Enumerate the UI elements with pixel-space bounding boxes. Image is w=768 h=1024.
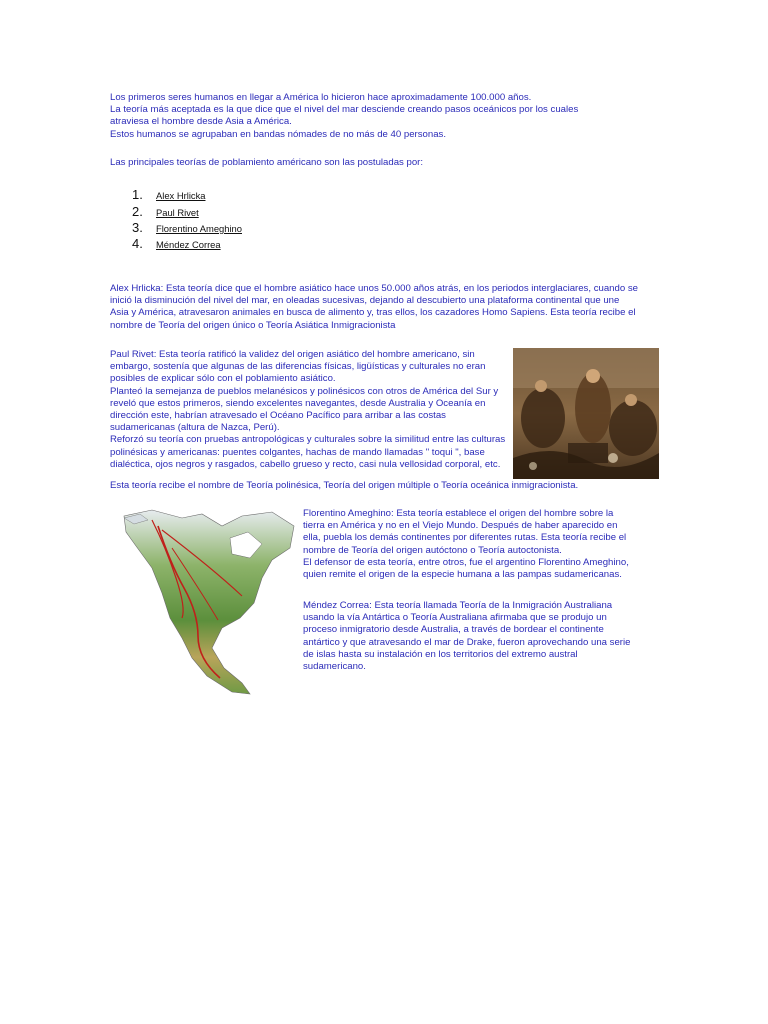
polynesian-scene-image [513,348,659,479]
ameghino-line: ella, puebla los demás continentes por diferentes rutas. Esta teoría recibe el [303,532,627,544]
ameghino-line: quien remite el origen de la especie humana a las pampas sudamericanas. [303,569,622,581]
correa-line: de islas hasta su instalación en los territorios del extremo austral [303,648,578,660]
ameghino-line: Florentino Ameghino: Esta teoría establece el origen del hombre sobre la [303,508,614,519]
intro-paragraph [110,92,670,141]
intro-line: atraviesa el hombre desde Asia a América. [110,116,292,128]
author-link-hrlicka[interactable]: Alex Hrlicka [156,190,206,202]
intro-line: Estos humanos se agrupaban en bandas nómades de no más de 40 personas. [110,128,447,140]
hrlicka-paragraph: Alex Hrlicka: Esta teoría dice que el hombre asiático hace unos 50.000 años atrás, en los periodos interglaciares, cuando se inició la disminución del nivel del mar, en oleadas sucesivas, dejando al descubierto una plataforma continental que une Asia y América, atravesaron animales en busca de alimento y, tras ellos, los cazadores Homo Sapiens. Esta teoría recibe el nombre de Teoría del origen único o Teoría Asiática Inmigracionista [110,283,638,331]
list-item [132,186,242,202]
rivet-paragraph: Reforzó su teoría con pruebas antropológicas y culturales sobre la similitud entre las culturas polinésicas y americanas: puentes colgantes, hachas de mando llamadas " toqui ", base dialéctica, ojos negros y rasgados, cabello grueso y recto, casi nula vellosidad corporal, etc. [110,434,506,470]
correa-line: proceso inmigratorio desde Australia, a través de bordear el continente [303,624,604,636]
list-item [132,202,242,218]
ameghino-line: nombre de Teoría del origen autóctono o Teoría autoctonista. [303,544,562,556]
author-link-rivet[interactable]: Paul Rivet [156,206,199,218]
list-number: 3. [132,219,143,235]
ameghino-line: El defensor de esta teoría, entre otros, fue el argentino Florentino Ameghino, [303,556,629,568]
rivet-conclusion: Esta teoría recibe el nombre de Teoría polinésica, Teoría del origen múltiple o Teoría oceánica inmigracionista. [110,480,579,491]
rivet-paragraph: Paul Rivet: Esta teoría ratificó la validez del origen asiático del hombre americano, sin embargo, sostenía que algunas de las diferencias físicas, ligüísticas y culturales no eran posibles de explicar sólo con el poblamiento asiático. [110,349,486,385]
north-america-map-image [122,508,302,695]
list-item [132,219,242,235]
correa-line: antártico y que atravesando el mar de Drake, fueron aprovechando una serie [303,636,631,648]
list-number: 1. [132,187,143,203]
theories-heading: Las principales teorías de poblamiento américano son las postuladas por: [110,157,424,168]
list-number: 2. [132,203,143,219]
author-link-correa[interactable]: Méndez Correa [156,239,221,251]
correa-paragraph [303,600,630,673]
intro-line: La teoría más aceptada es la que dice que el nivel del mar desciende creando pasos oceánicos por los cuales [110,104,579,116]
ameghino-line: tierra en América y no en el Viejo Mundo. Después de haber aparecido en [303,520,618,532]
rivet-section [110,349,510,471]
correa-line: usando la vía Antártica o Teoría Australiana afirmaba que se produjo un [303,612,607,624]
rivet-paragraph: Planteó la semejanza de pueblos melanésicos y polinésicos con otros de América del Sur y reveló que estos primeros, siendo excelentes navegantes, desde Australia y Oceanía en dirección este, habrían atravesado el Océano Pacífico para arribar a las costas sudamericanas (altura de Nazca, Perú). [110,385,499,434]
correa-line: sudamericano. [303,661,366,673]
ameghino-paragraph [303,508,629,581]
list-item [132,235,242,251]
correa-line: Méndez Correa: Esta teoría llamada Teoría de la Inmigración Australiana [303,600,613,611]
list-number: 4. [132,236,143,252]
authors-list [132,186,242,251]
intro-line: Los primeros seres humanos en llegar a América lo hicieron hace aproximadamente 100.000 años. [110,92,532,103]
author-link-ameghino[interactable]: Florentino Ameghino [156,222,242,234]
